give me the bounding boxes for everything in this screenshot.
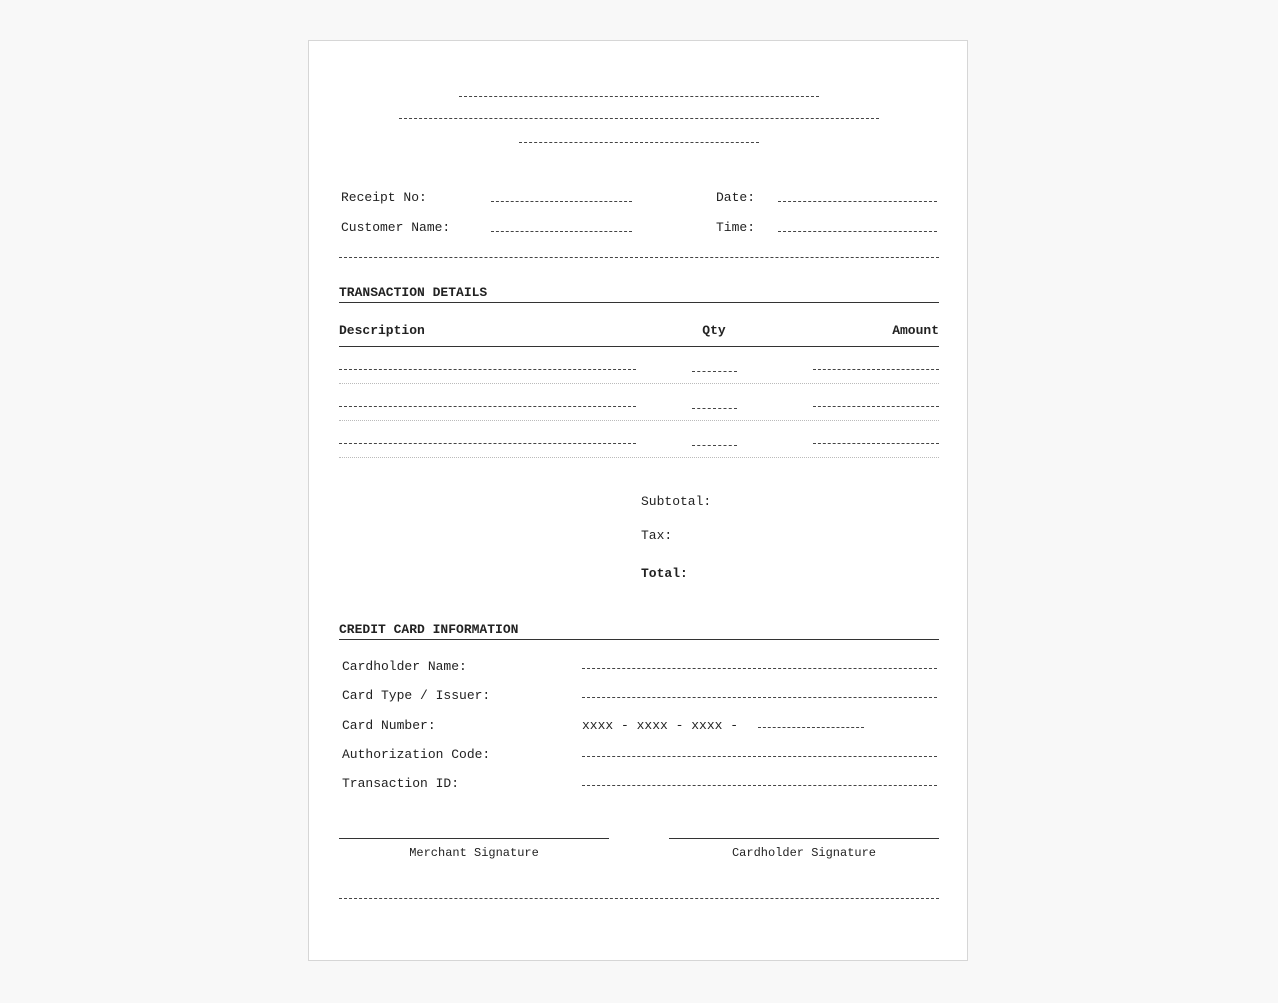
time-label: Time: [716, 220, 756, 235]
row-separator [339, 457, 939, 458]
row-description-field[interactable] [339, 369, 636, 370]
cardholder-signature-line[interactable] [669, 838, 939, 839]
transaction-section-title: TRANSACTION DETAILS [339, 285, 488, 300]
date-label: Date: [716, 190, 756, 205]
row-amount-field[interactable] [813, 406, 939, 407]
receipt-no-label: Receipt No: [341, 190, 427, 205]
row-description-field[interactable] [339, 443, 636, 444]
authorization-code-field[interactable] [582, 756, 937, 757]
row-amount-field[interactable] [813, 369, 939, 370]
row-description-field[interactable] [339, 406, 636, 407]
transaction-id-field[interactable] [582, 785, 937, 786]
card-number-last-digits-field[interactable] [758, 727, 864, 728]
header-line-3 [519, 142, 759, 143]
customer-name-label: Customer Name: [341, 220, 451, 235]
time-field[interactable] [778, 231, 937, 232]
date-field[interactable] [778, 201, 937, 202]
footer-line [339, 898, 939, 899]
row-separator [339, 420, 939, 421]
column-amount: Amount [892, 323, 939, 338]
merchant-signature-label: Merchant Signature [409, 846, 539, 860]
merchant-signature-line[interactable] [339, 838, 609, 839]
authorization-code-label: Authorization Code: [342, 747, 491, 762]
cardholder-name-field[interactable] [582, 668, 937, 669]
card-number-mask: xxxx - xxxx - xxxx - [582, 718, 739, 733]
receipt-no-field[interactable] [491, 201, 632, 202]
row-qty-field[interactable] [692, 371, 737, 372]
column-description: Description [339, 323, 425, 338]
header-line-2 [399, 118, 879, 119]
customer-name-field[interactable] [491, 231, 632, 232]
row-amount-field[interactable] [813, 443, 939, 444]
card-section-title: CREDIT CARD INFORMATION [339, 622, 519, 637]
row-separator [339, 383, 939, 384]
subtotal-label: Subtotal: [641, 494, 712, 509]
row-qty-field[interactable] [692, 445, 737, 446]
card-section-rule [339, 639, 939, 640]
row-qty-field[interactable] [692, 408, 737, 409]
card-type-field[interactable] [582, 697, 937, 698]
cardholder-signature-label: Cardholder Signature [731, 846, 877, 860]
card-type-label: Card Type / Issuer: [342, 688, 491, 703]
total-label: Total: [641, 566, 688, 581]
header-line-1 [459, 96, 819, 97]
receipt-page [308, 40, 968, 961]
column-qty: Qty [702, 323, 726, 338]
cardholder-name-label: Cardholder Name: [342, 659, 467, 674]
transaction-section-rule [339, 302, 939, 303]
transaction-id-label: Transaction ID: [342, 776, 460, 791]
card-number-label: Card Number: [342, 718, 436, 733]
table-header-rule [339, 346, 939, 347]
tax-label: Tax: [641, 528, 673, 543]
info-divider [339, 257, 939, 258]
